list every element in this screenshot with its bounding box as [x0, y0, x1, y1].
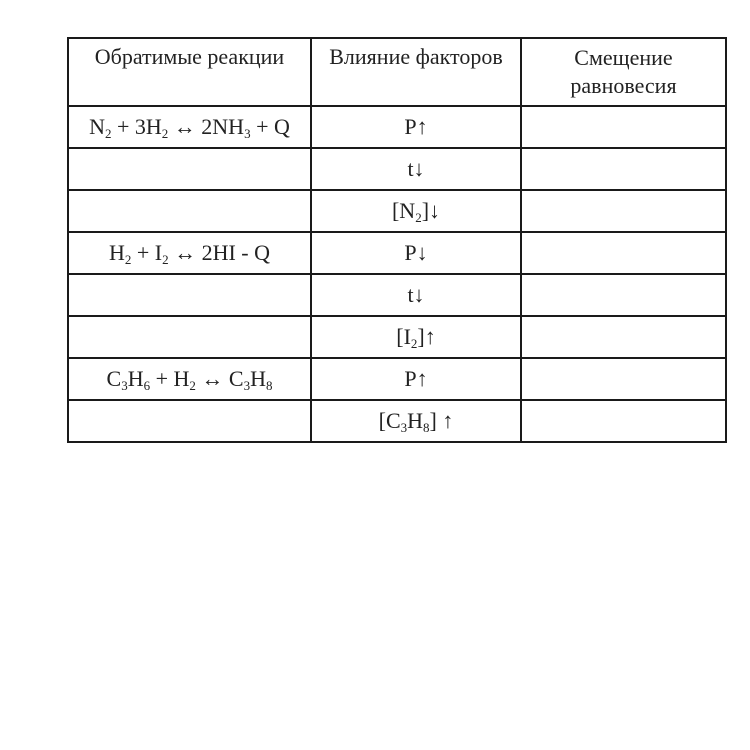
- factor-cell: [311, 358, 521, 400]
- header-equilibrium-shift: Смещение равновесия: [521, 38, 726, 106]
- factor-cell: [311, 148, 521, 190]
- reaction-cell: [68, 400, 311, 442]
- shift-cell[interactable]: [521, 190, 726, 232]
- factor-text: t↓: [407, 282, 425, 307]
- table-row: [68, 190, 726, 232]
- factor-cell: [311, 274, 521, 316]
- factor-text: P↑: [404, 366, 428, 391]
- reaction-cell: [68, 232, 311, 274]
- factor-text: t↓: [407, 156, 425, 181]
- table-row: [68, 274, 726, 316]
- table-row: [68, 232, 726, 274]
- header-reactions: Обратимые реакции: [68, 38, 311, 106]
- factor-cell: [311, 106, 521, 148]
- factor-text: $[I_2]↑$: [396, 324, 436, 351]
- header-factors: Влияние факторов: [311, 38, 521, 106]
- table-row: [68, 316, 726, 358]
- factor-cell: [311, 190, 521, 232]
- shift-cell[interactable]: [521, 358, 726, 400]
- factor-text: $[C_3H_8]$ ↑: [378, 408, 454, 435]
- factor-text: $[N_2]↓$: [391, 198, 441, 225]
- table-header-row: [68, 38, 726, 106]
- equilibrium-table: [67, 37, 727, 443]
- reaction-cell: [68, 274, 311, 316]
- reaction-cell: [68, 316, 311, 358]
- shift-cell[interactable]: [521, 148, 726, 190]
- shift-cell[interactable]: [521, 316, 726, 358]
- shift-cell[interactable]: [521, 400, 726, 442]
- table-row: [68, 358, 726, 400]
- reaction-cell: [68, 148, 311, 190]
- factor-text: P↓: [404, 240, 428, 265]
- reaction-cell: [68, 190, 311, 232]
- reaction-equation: $C_3H_6 + H_2$ ↔ $C_3H_8$: [106, 366, 273, 393]
- shift-cell[interactable]: [521, 232, 726, 274]
- table-row: [68, 106, 726, 148]
- factor-cell: [311, 232, 521, 274]
- reaction-cell: [68, 358, 311, 400]
- shift-cell[interactable]: [521, 274, 726, 316]
- reaction-cell: [68, 106, 311, 148]
- factor-cell: [311, 316, 521, 358]
- table-row: [68, 148, 726, 190]
- table-body: [68, 106, 726, 442]
- reaction-equation: $H_2 + I_2$ ↔ 2HI - Q: [108, 240, 271, 267]
- factor-text: P↑: [404, 114, 428, 139]
- reaction-equation: $N_2 + 3H_2$ ↔ $2NH_3 + Q$: [89, 114, 290, 141]
- shift-cell[interactable]: [521, 106, 726, 148]
- factor-cell: [311, 400, 521, 442]
- table-row: [68, 400, 726, 442]
